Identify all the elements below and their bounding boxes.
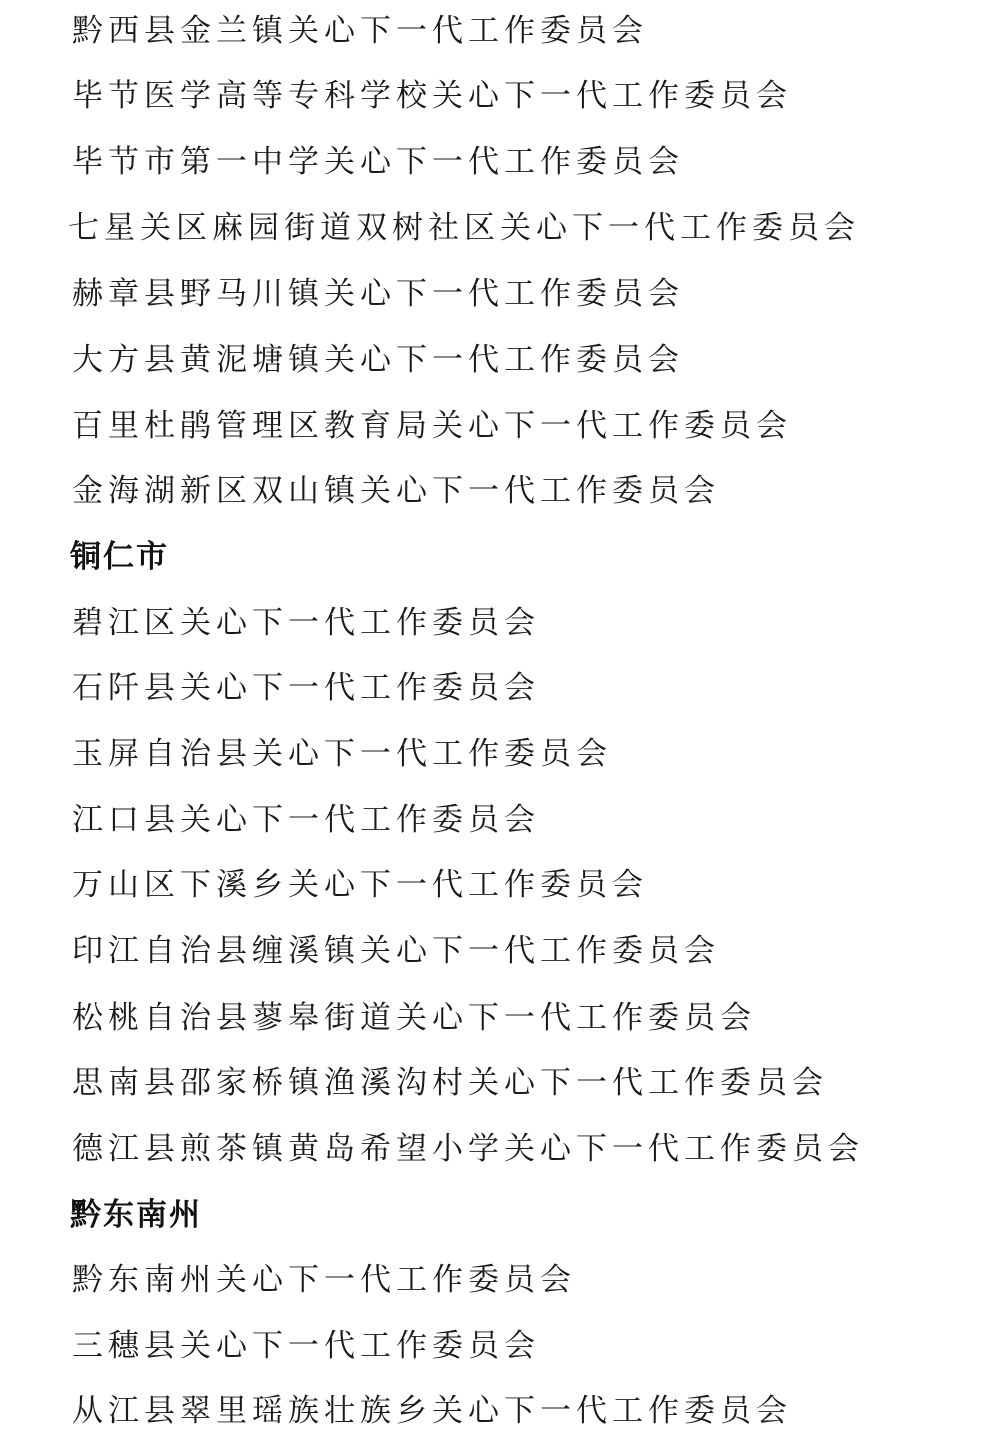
list-item: 毕节市第一中学关心下一代工作委员会 bbox=[72, 144, 684, 180]
list-item: 石阡县关心下一代工作委员会 bbox=[72, 670, 540, 706]
list-item: 七星关区麻园街道双树社区关心下一代工作委员会 bbox=[68, 210, 860, 246]
list-item: 毕节医学高等专科学校关心下一代工作委员会 bbox=[72, 78, 792, 114]
list-item: 万山区下溪乡关心下一代工作委员会 bbox=[72, 867, 648, 903]
section-heading-qiandongnan: 黔东南州 bbox=[70, 1197, 202, 1233]
section-heading-tongren: 铜仁市 bbox=[70, 539, 169, 575]
list-item: 德江县煎茶镇黄岛希望小学关心下一代工作委员会 bbox=[72, 1131, 864, 1167]
list-item: 碧江区关心下一代工作委员会 bbox=[72, 605, 540, 641]
list-item: 金海湖新区双山镇关心下一代工作委员会 bbox=[72, 473, 720, 509]
list-item: 松桃自治县蓼皋街道关心下一代工作委员会 bbox=[72, 1000, 756, 1036]
list-item: 从江县翠里瑶族壮族乡关心下一代工作委员会 bbox=[72, 1393, 792, 1429]
list-item: 印江自治县缠溪镇关心下一代工作委员会 bbox=[72, 933, 720, 969]
list-item: 三穗县关心下一代工作委员会 bbox=[72, 1328, 540, 1364]
list-item: 思南县邵家桥镇渔溪沟村关心下一代工作委员会 bbox=[72, 1065, 828, 1101]
list-item: 赫章县野马川镇关心下一代工作委员会 bbox=[72, 276, 684, 312]
list-item: 大方县黄泥塘镇关心下一代工作委员会 bbox=[72, 342, 684, 378]
list-item: 百里杜鹃管理区教育局关心下一代工作委员会 bbox=[72, 408, 792, 444]
list-item: 黔东南州关心下一代工作委员会 bbox=[72, 1262, 576, 1298]
list-item: 黔西县金兰镇关心下一代工作委员会 bbox=[72, 13, 648, 49]
list-item: 玉屏自治县关心下一代工作委员会 bbox=[72, 736, 612, 772]
list-item: 江口县关心下一代工作委员会 bbox=[72, 802, 540, 838]
